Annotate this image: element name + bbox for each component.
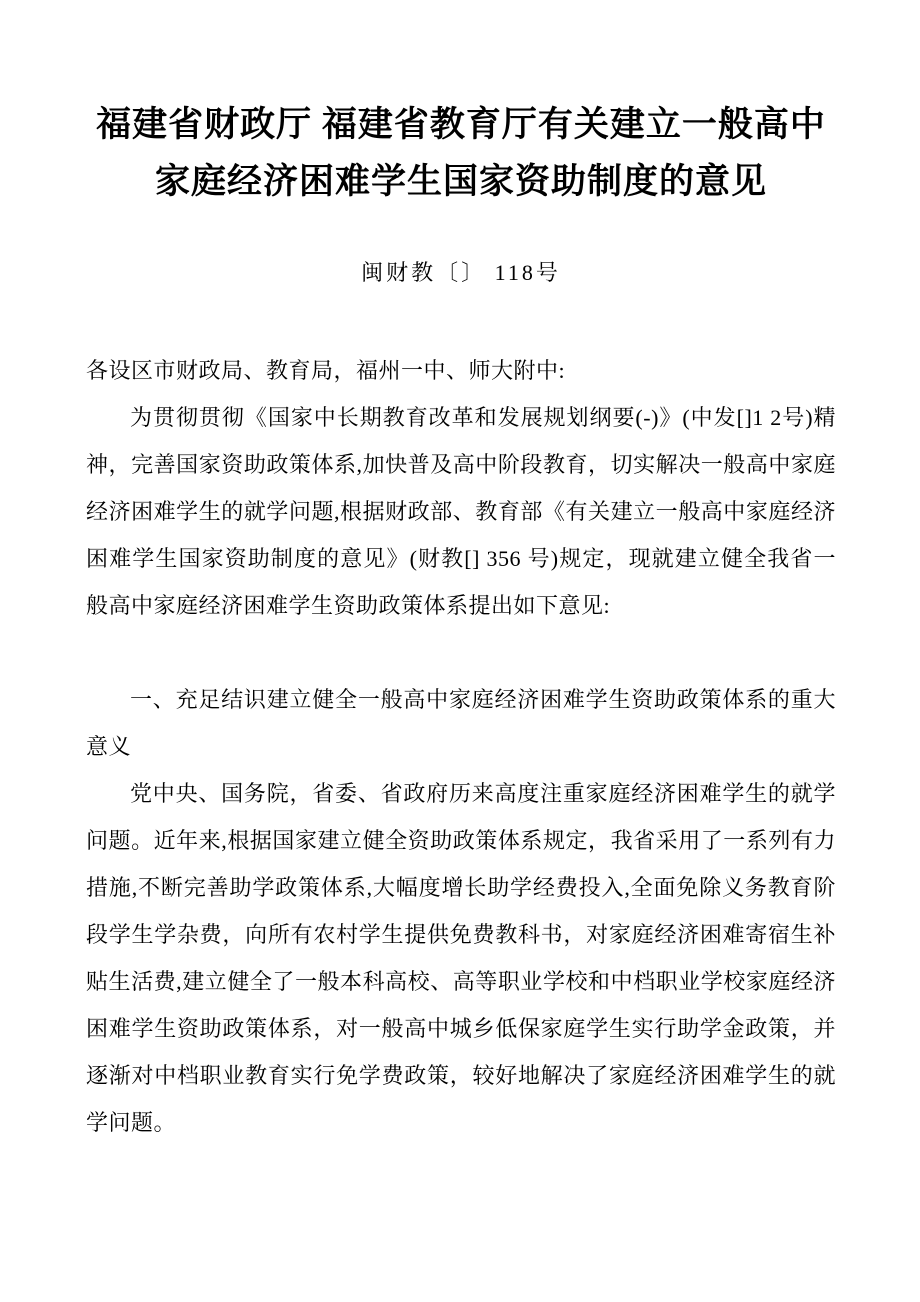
body-paragraph-2: 党中央、国务院，省委、省政府历来高度注重家庭经济困难学生的就学问题。近年来,根据国家建立健全资助政策体系规定，我省采用了一系列有力措施,不断完善助学政策体系,大幅度增长助学经费投入,全面免除义务教育阶段学生学杂费，向所有农村学生提供免费教科书，对家庭经济困难寄宿生补贴生活费,建立健全了一般本科高校、高等职业学校和中档职业学校家庭经济困难学生资助政策体系，对一般高中城乡低保家庭学生实行助学金政策，并逐渐对中档职业教育实行免学费政策，较好地解决了家庭经济困难学生的就学问题。: [86, 781, 836, 1135]
section-heading-1: 一、充足结识建立健全一般高中家庭经济困难学生资助政策体系的重大意义: [86, 687, 836, 759]
body-paragraph-1: 为贯彻贯彻《国家中长期教育改革和发展规划纲要(-)》(中发[]1 2号)精神，完善国家资助政策体系,加快普及高中阶段教育，切实解决一般高中家庭经济困难学生的就学问题,根据财政部、教育部《有关建立一般高中家庭经济困难学生国家资助制度的意见》(财教[] 356 号)规定，现就建立健全我省一般高中家庭经济困难学生资助政策体系提出如下意见:: [86, 405, 836, 618]
document-number: 闽财教〔〕 118号: [361, 260, 561, 285]
salutation-line: 各设区市财政局、教育局，福州一中、师大附中:: [86, 358, 566, 383]
document-title: 福建省财政厅 福建省教育厅有关建立一般高中家庭经济困难学生国家资助制度的意见: [96, 105, 826, 201]
document-body: [86, 347, 836, 1146]
